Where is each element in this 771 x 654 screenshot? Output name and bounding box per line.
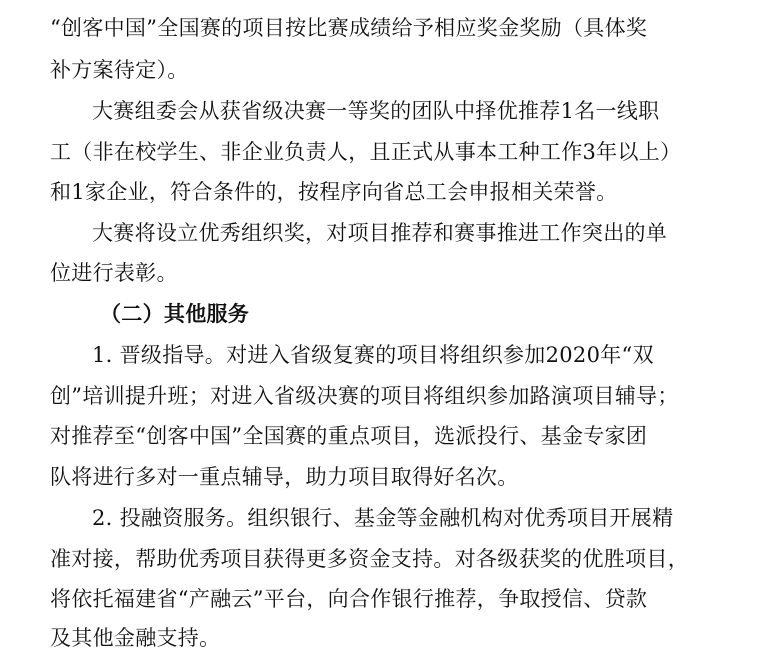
paragraph-line: 大赛将设立优秀组织奖，对项目推荐和赛事推进工作突出的单 <box>92 221 668 245</box>
paragraph-line: 大赛组委会从获省级决赛一等奖的团队中择优推荐1名一线职 <box>92 99 660 123</box>
paragraph-line: 补方案待定）。 <box>50 58 189 82</box>
paragraph-line: 位进行表彰。 <box>50 261 178 285</box>
paragraph-line: 及其他金融支持。 <box>50 626 221 650</box>
paragraph-line: 队将进行多对一重点辅导，助力项目取得好名次。 <box>50 465 519 489</box>
paragraph-line: 1. 晋级指导。对进入省级复赛的项目将组织参加2020年“双 <box>92 343 654 367</box>
paragraph-line: 和1家企业，符合条件的，按程序向省总工会申报相关荣誉。 <box>50 180 618 204</box>
paragraph-line: 2. 投融资服务。组织银行、基金等金融机构对优秀项目开展精 <box>92 506 674 530</box>
paragraph-line: 工（非在校学生、非企业负责人，且正式从事本工种工作3年以上） <box>50 140 682 164</box>
paragraph-line: 对推荐至“创客中国”全国赛的重点项目，选派投行、基金专家团 <box>50 424 648 448</box>
section-heading: （二）其他服务 <box>100 301 250 326</box>
paragraph-line: 准对接，帮助优秀项目获得更多资金支持。对各级获奖的优胜项目， <box>50 547 689 571</box>
paragraph-line: 创”培训提升班；对进入省级决赛的项目将组织参加路演项目辅导； <box>50 384 679 408</box>
paragraph-line: 将依托福建省“产融云”平台，向合作银行推荐，争取授信、贷款 <box>50 587 648 611</box>
paragraph-line: “创客中国”全国赛的项目按比赛成绩给予相应奖金奖励（具体奖 <box>50 16 648 40</box>
